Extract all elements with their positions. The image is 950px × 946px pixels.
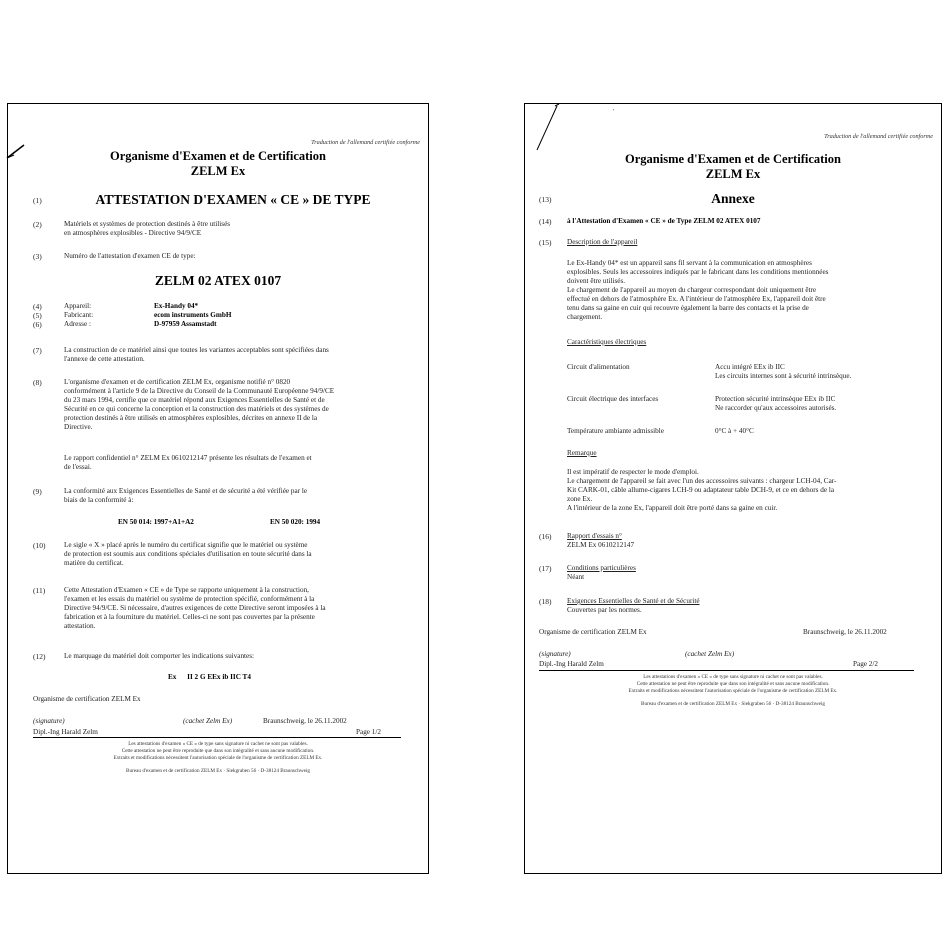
section-8b-line: Le rapport confidentiel n° ZELM Ex 0610212147 présente les résultats de l'examen et — [64, 454, 312, 462]
section-11-line: attestation. — [64, 622, 96, 630]
section-number: (16) — [539, 532, 552, 541]
header-translation-note: Traduction de l'allemand certifiée conforme — [311, 139, 420, 146]
certificate-page-1 — [7, 103, 429, 874]
remarks-line: A l'intérieur de la zone Ex, l'appareil doit être porté dans sa gaine en cuir. — [567, 504, 778, 512]
description-line: chargement. — [567, 313, 603, 321]
section-8-line: L'organisme d'examen et de certification ZELM Ex, organisme notifié n° 0820 — [64, 378, 291, 386]
address-label: Adresse : — [64, 320, 91, 328]
signature-label: (signature) — [539, 650, 571, 658]
spec-value: Accu intégré EEx ib IIC — [715, 363, 785, 371]
section-number: (3) — [33, 252, 42, 261]
footer-line: Les attestations d'examen « CE » de type sans signature ni cachet ne sont pas valables. — [128, 741, 308, 747]
header-translation-note: Traduction de l'allemand certifiée conforme — [824, 133, 933, 140]
conditions-value: Néant — [567, 573, 585, 581]
section-10-line: de protection est soumis aux conditions spéciales d'utilisation en toute sécurité dans la — [64, 550, 312, 558]
signature-label: (signature) — [33, 717, 65, 725]
section-number: (5) — [33, 311, 42, 320]
section-number: (10) — [33, 541, 46, 550]
spec-label: Température ambiante admissible — [567, 427, 664, 435]
appliance-value: Ex-Handy 04* — [154, 302, 199, 310]
signer-name: Dipl.-Ing Harald Zelm — [539, 660, 604, 668]
remarks-heading: Remarque — [567, 449, 597, 457]
page-number: Page 2/2 — [853, 660, 878, 668]
section-number: (12) — [33, 652, 46, 661]
electrical-heading: Caractéristiques électriques — [567, 338, 647, 346]
section-number: (1) — [33, 196, 42, 205]
remarks-line: zone Ex. — [567, 495, 593, 503]
section-2-line: en atmosphères explosibles - Directive 94/9/CE — [64, 229, 202, 237]
section-number: (13) — [539, 195, 552, 204]
section-9-line: La conformité aux Exigences Essentielles de Santé et de sécurité a été vérifiée par le — [64, 487, 308, 495]
test-report-value: ZELM Ex 0610212147 — [567, 541, 635, 549]
section-12-text: Le marquage du matériel doit comporter les indications suivantes: — [64, 652, 255, 660]
spec-value: 0°C à + 40°C — [715, 427, 754, 435]
description-heading: Description de l'appareil — [567, 238, 638, 246]
requirements-value: Couvertes par les normes. — [567, 606, 642, 614]
section-number: (6) — [33, 320, 42, 329]
appliance-label: Appareil: — [64, 302, 92, 310]
manufacturer-label: Fabricant: — [64, 311, 94, 319]
footer-address: Bureau d'examen et de certification ZELM Ex · Siekgraben 56 · D-38124 Braunschweig — [126, 768, 310, 774]
footer-address: Bureau d'examen et de certification ZELM Ex · Siekgraben 56 · D-38124 Braunschweig — [641, 701, 825, 707]
section-number: (8) — [33, 378, 42, 387]
org-title: Organisme d'Examen et de Certification — [625, 152, 841, 166]
conditions-heading: Conditions particulières — [567, 564, 636, 572]
section-7-line: La construction de ce matériel ainsi que toutes les variantes acceptables sont spécifiées dans — [64, 346, 329, 354]
stamp-label: (cachet Zelm Ex) — [685, 650, 735, 658]
spec-value: Les circuits internes sont à sécurité intrinsèque. — [715, 372, 852, 380]
annex-title: Annexe — [711, 191, 755, 206]
manufacturer-value: ecom instruments GmbH — [154, 311, 232, 319]
remarks-line: Kit CARK-01, câble allume-cigares LCH-9 ou adaptateur table DCH-9, et ce en dehors de la — [567, 486, 835, 494]
standard-1: EN 50 014: 1997+A1+A2 — [118, 518, 194, 526]
section-11-line: fabrication et à la fourniture du matériel. Celles-ci ne sont pas couvertes par la présente — [64, 613, 315, 621]
document-title: ATTESTATION D'EXAMEN « CE » DE TYPE — [95, 192, 371, 207]
footer-divider — [539, 670, 914, 671]
footer-line: Les attestations d'examen « CE » de type sans signature ni cachet ne sont pas valables. — [643, 674, 823, 680]
org-title: Organisme d'Examen et de Certification — [110, 149, 326, 163]
description-line: explosibles. Seuls les accessoires indiqués par le fabricant dans les conditions mentionnées — [567, 268, 829, 276]
section-9-line: biais de la conformité à: — [64, 496, 134, 504]
page-number: Page 1/2 — [356, 728, 381, 736]
section-10-line: Le sigle « X » placé après le numéro du certificat signifie que le matériel ou système — [64, 541, 308, 549]
section-3-text: Numéro de l'attestation d'examen CE de type: — [64, 252, 196, 260]
spec-label: Circuit électrique des interfaces — [567, 395, 659, 403]
requirements-heading: Exigences Essentielles de Santé et de Sécurité — [567, 597, 700, 605]
address-value: D-97959 Assamstadt — [154, 320, 217, 328]
place-date: Braunschweig, le 26.11.2002 — [263, 717, 347, 725]
spec-value: Protection sécurité intrinsèque EEx ib IIC — [715, 395, 836, 403]
marking-text: Ex II 2 G EEx ib IIC T4 — [168, 673, 251, 681]
footer-line: Cette attestation ne peut être reproduite que dans son intégralité et sans aucune modification. — [121, 748, 315, 754]
test-report-heading: Rapport d'essais n° — [567, 532, 622, 540]
section-7-line: l'annexe de cette attestation. — [64, 355, 145, 363]
section-8-line: Directive. — [64, 423, 93, 431]
remarks-line: Le chargement de l'appareil se fait avec l'un des accessoires suivants : chargeur LCH-04, Car- — [567, 477, 837, 485]
section-number: (7) — [33, 346, 42, 355]
section-11-line: Cette Attestation d'Examen « CE » de Type se rapporte uniquement à la construction, — [64, 586, 309, 594]
section-number: (11) — [33, 586, 46, 595]
standard-2: EN 50 020: 1994 — [270, 518, 321, 526]
certificate-number: ZELM 02 ATEX 0107 — [154, 273, 282, 288]
section-8-line: Sécurité en ce qui concerne la conception et la construction des matériels et des systèmes de — [64, 405, 329, 413]
org-subtitle: ZELM Ex — [190, 164, 246, 178]
section-8b-line: de l'essai. — [64, 463, 92, 471]
section-number: (2) — [33, 220, 42, 229]
remarks-line: Il est impératif de respecter le mode d'emploi. — [567, 468, 699, 476]
footer-line: Cette attestation ne peut être reproduite que dans son intégralité et sans aucune modification. — [636, 681, 830, 687]
section-number: (15) — [539, 238, 552, 247]
section-8-line: protection destinés à être utilisés en atmosphères explosibles, décrites en annexe II de la — [64, 414, 318, 422]
description-line: doivent être utilisés. — [567, 277, 626, 285]
section-2-line: Matériels et systèmes de protection destinés à être utilisés — [64, 220, 231, 228]
section-11-line: l'examen et les essais du matériel ou système de protection spécifié, conformément à la — [64, 595, 315, 603]
section-8-line: du 23 mars 1994, certifie que ce matériel répond aux Exigences Essentielles de Santé et de — [64, 396, 325, 404]
footer-line: Extraits et modifications nécessitent l'autorisation spéciale de l'organisme de certification ZELM Ex. — [628, 688, 838, 694]
section-number: (17) — [539, 564, 552, 573]
section-number: (18) — [539, 597, 552, 606]
footer-divider — [33, 737, 401, 738]
org-subtitle: ZELM Ex — [705, 167, 761, 181]
section-number: (4) — [33, 302, 42, 311]
description-line: tenu dans sa gaine en cuir qui recouvre également la barre des contacts et la prise de — [567, 304, 809, 312]
stamp-label: (cachet Zelm Ex) — [183, 717, 233, 725]
certificate-page-2 — [524, 103, 942, 874]
corner-mark: ' — [613, 109, 615, 115]
section-number: (9) — [33, 487, 42, 496]
section-10-line: matière du certificat. — [64, 559, 124, 567]
page-corner-mark — [535, 104, 563, 152]
description-line: Le Ex-Handy 04* est un appareil sans fil servant à la communication en atmosphères — [567, 259, 812, 267]
spec-label: Circuit d'alimentation — [567, 363, 630, 371]
annex-reference: à l'Attestation d'Examen « CE » de Type ZELM 02 ATEX 0107 — [567, 217, 761, 225]
footer-line: Extraits et modifications nécessitent l'autorisation spéciale de l'organisme de certification ZELM Ex. — [113, 755, 323, 761]
section-11-line: Directive 94/9/CE. Si nécessaire, d'autres exigences de cette Directive seront imposées à la — [64, 604, 326, 612]
section-8-line: conformément à l'article 9 de la Directive du Conseil de la Communauté Européenne 94/9/CE — [64, 387, 335, 395]
description-line: effectué en dehors de l'atmosphère Ex. A l'intérieur de l'atmosphère Ex, l'appareil doit être — [567, 295, 826, 303]
spec-value: Ne raccorder qu'aux accessoires autorisés. — [715, 404, 837, 412]
signer-name: Dipl.-Ing Harald Zelm — [33, 728, 98, 736]
description-line: Le chargement de l'appareil au moyen du chargeur correspondant doit uniquement être — [567, 286, 817, 294]
place-date: Braunschweig, le 26.11.2002 — [803, 628, 887, 636]
certification-body: Organisme de certification ZELM Ex — [33, 695, 141, 703]
certification-body: Organisme de certification ZELM Ex — [539, 628, 647, 636]
section-number: (14) — [539, 217, 552, 226]
